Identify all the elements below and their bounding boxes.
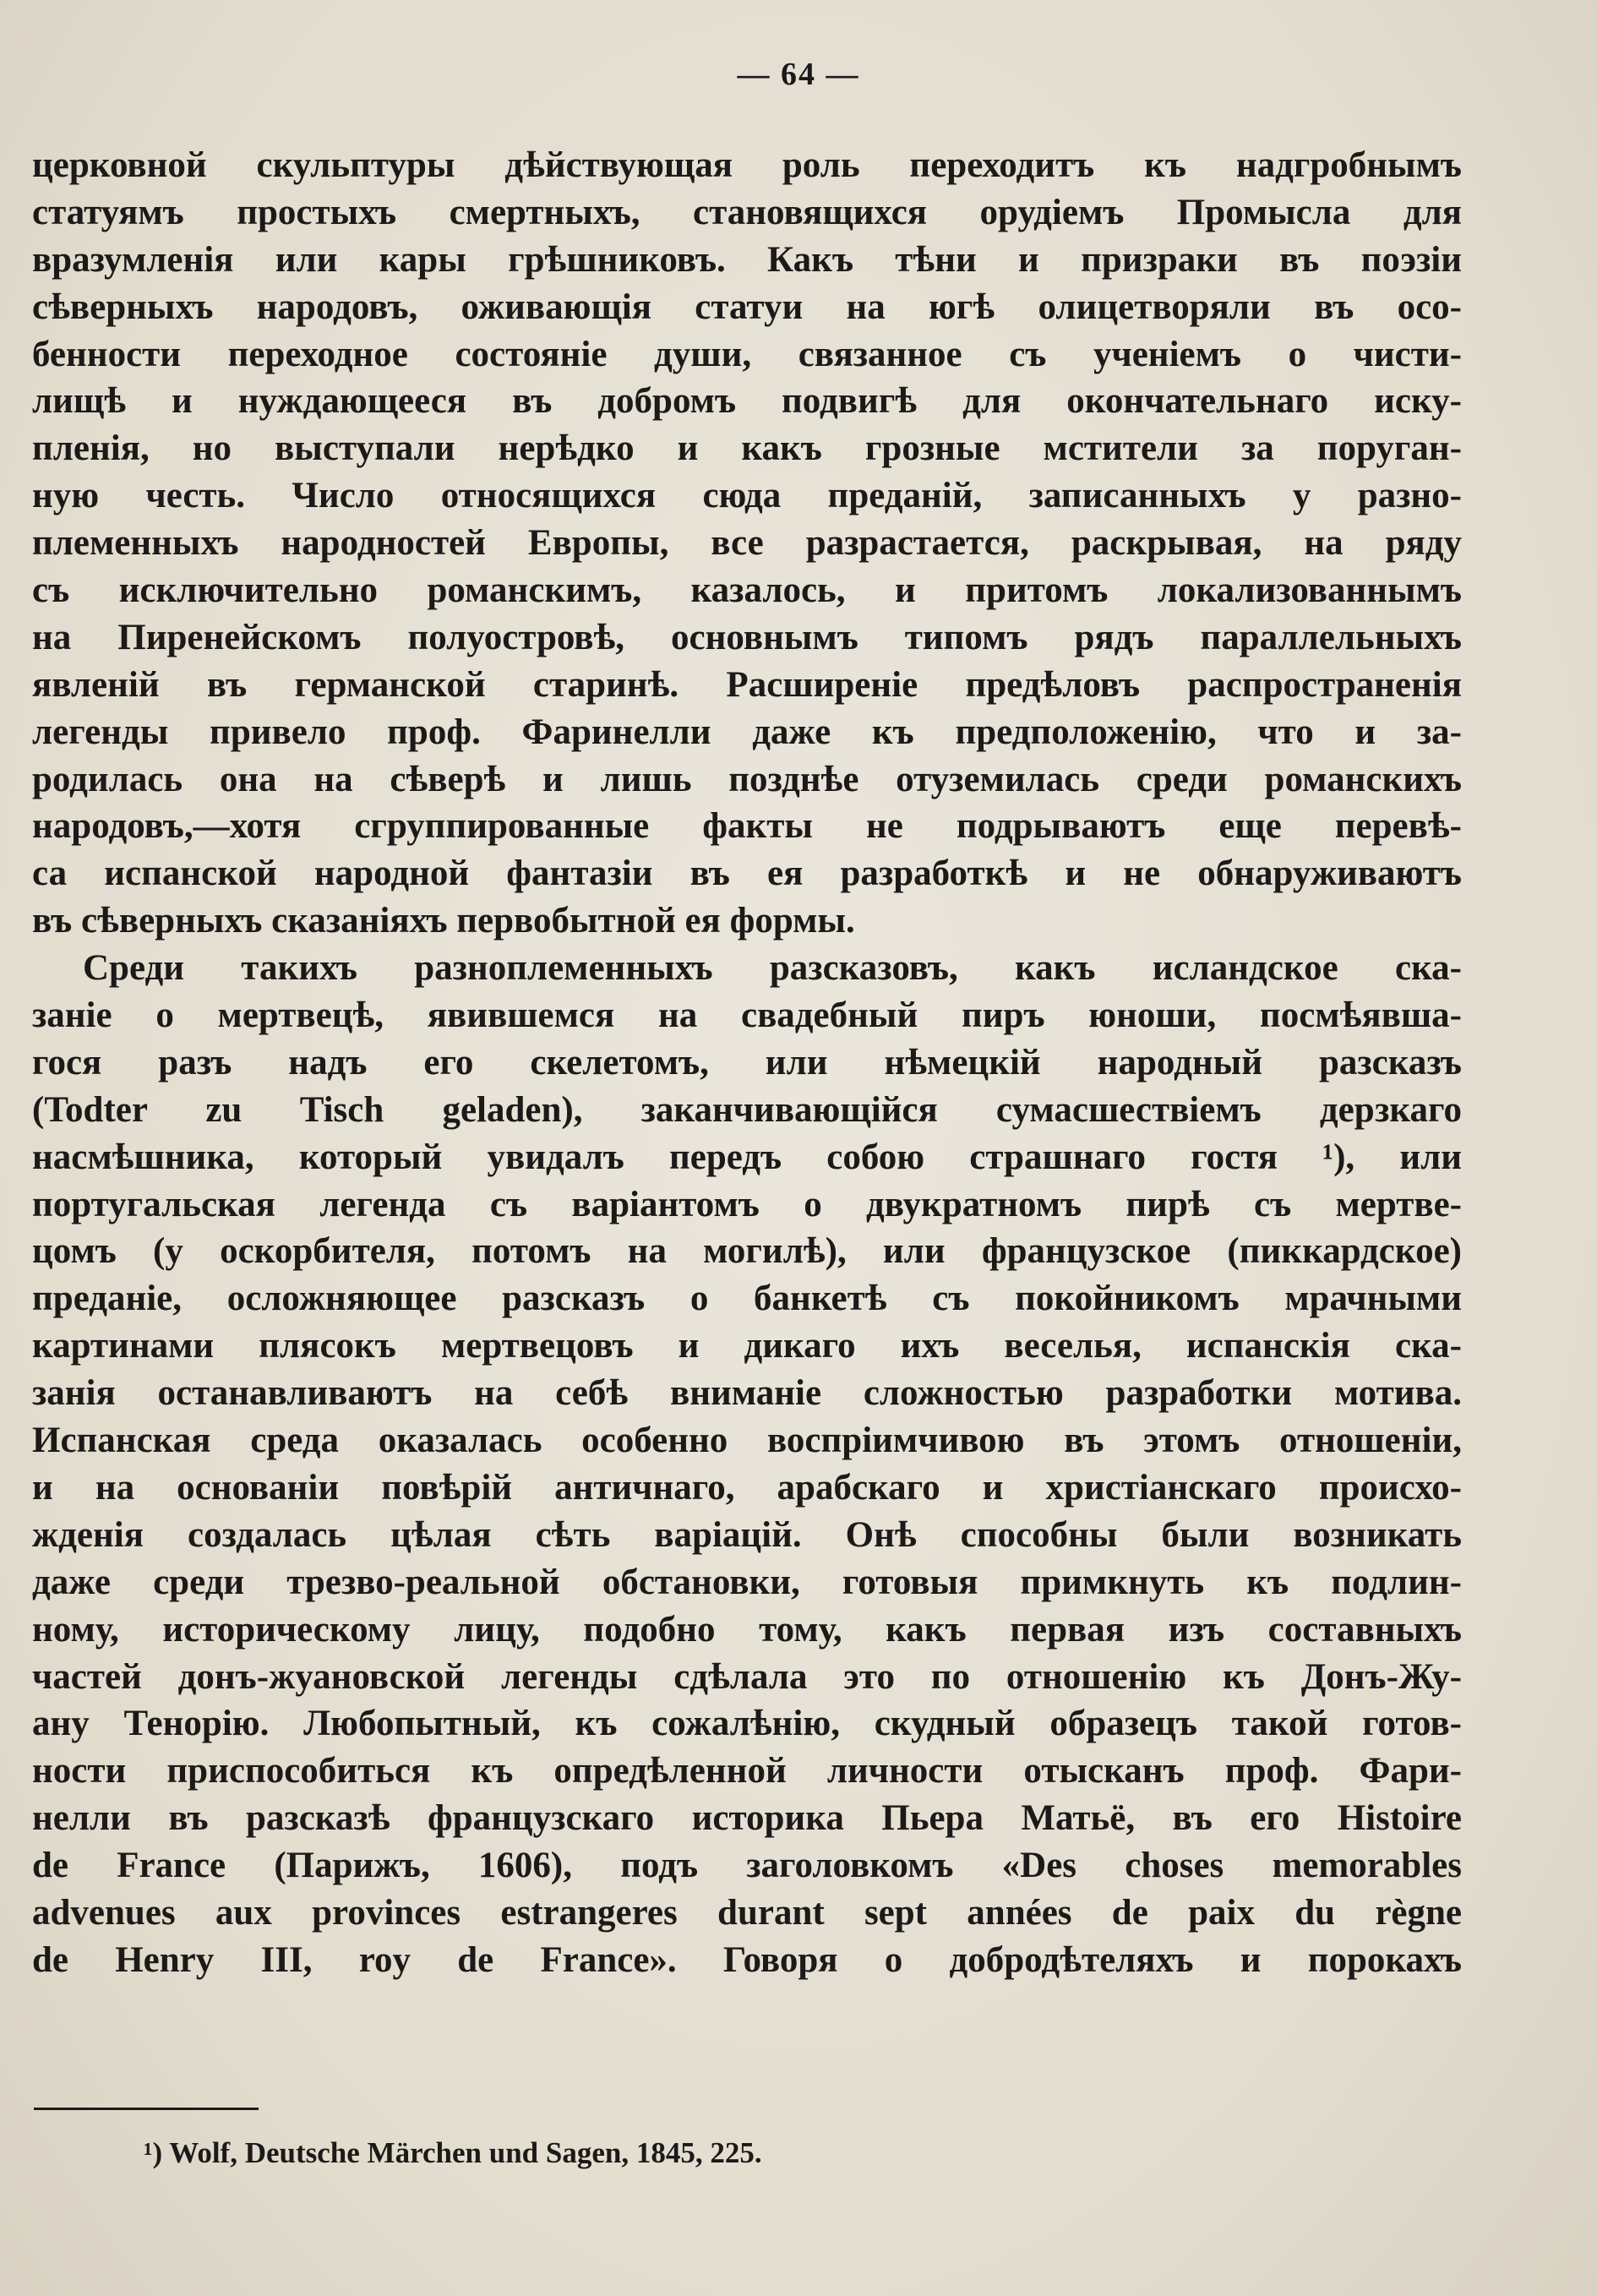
text-line: племенныхъ народностей Европы, все разрастается, раскрывая, на ряду: [32, 523, 1462, 564]
text-line: Среди такихъ разноплеменныхъ разсказовъ, какъ исландское ска-: [83, 948, 1462, 989]
text-line: насмѣшника, который увидалъ передъ собою страшнаго гостя ¹), или: [32, 1137, 1462, 1177]
text-line: явленій въ германской старинѣ. Расширеніе предѣловъ распространенія: [32, 664, 1462, 705]
text-line: ную честь. Число относящихся сюда преданій, записанныхъ у разно-: [32, 476, 1462, 516]
text-line: и на основаніи повѣрій античнаго, арабскаго и христіанскаго происхо-: [32, 1467, 1462, 1508]
text-line: заніе о мертвецѣ, явившемся на свадебный пиръ юноши, посмѣявша-: [32, 995, 1462, 1036]
text-line: родилась она на сѣверѣ и лишь позднѣе отуземилась среди романскихъ: [32, 759, 1462, 799]
footnote-divider: [34, 2108, 259, 2110]
text-line: даже среди трезво-реальной обстановки, готовыя примкнуть къ подлин-: [32, 1562, 1462, 1602]
text-line: въ сѣверныхъ сказаніяхъ первобытной ея формы.: [32, 901, 855, 941]
text-line: ану Тенорію. Любопытный, къ сожалѣнію, скудный образецъ такой готов-: [32, 1704, 1462, 1744]
text-line: съ исключительно романскимъ, казалось, и притомъ локализованнымъ: [32, 570, 1462, 611]
body-text: [32, 142, 1462, 1984]
text-line: статуямъ простыхъ смертныхъ, становящихся орудіемъ Промысла для: [32, 192, 1462, 232]
text-line: нелли въ разсказѣ французскаго историка Пьера Матьё, въ его Histoire: [32, 1798, 1462, 1839]
text-line: преданіе, осложняющее разсказъ о банкетѣ съ покойникомъ мрачными: [32, 1279, 1462, 1319]
text-line: частей донъ-жуановской легенды сдѣлала это по отношенію къ Донъ-Жу-: [32, 1656, 1462, 1697]
text-line: народовъ,—хотя сгруппированные факты не подрываютъ еще перевѣ-: [32, 806, 1462, 847]
text-line: вразумленія или кары грѣшниковъ. Какъ тѣни и призраки въ поэзіи: [32, 239, 1462, 280]
text-line: цомъ (у оскорбителя, потомъ на могилѣ), или французское (пиккардское): [32, 1231, 1462, 1272]
text-line: легенды привело проф. Фаринелли даже къ предположенію, что и за-: [32, 712, 1462, 752]
text-line: сѣверныхъ народовъ, оживающія статуи на югѣ олицетворяли въ осо-: [32, 286, 1462, 327]
text-line: жденія создалась цѣлая сѣть варіацій. Онѣ способны были возникать: [32, 1514, 1462, 1555]
text-line: на Пиренейскомъ полуостровѣ, основнымъ типомъ рядъ параллельныхъ: [32, 617, 1462, 657]
text-line: ности приспособиться къ опредѣленной личности отысканъ проф. Фари-: [32, 1751, 1462, 1792]
text-line: Испанская среда оказалась особенно воспріимчивою въ этомъ отношеніи,: [32, 1421, 1462, 1461]
text-line: гося разъ надъ его скелетомъ, или нѣмецкій народный разсказъ: [32, 1042, 1462, 1083]
text-line: ному, историческому лицу, подобно тому, какъ первая изъ составныхъ: [32, 1609, 1462, 1650]
text-line: пленія, но выступали нерѣдко и какъ грозные мстители за поруган-: [32, 428, 1462, 469]
text-line: са испанской народной фантазіи въ ея разработкѣ и не обнаруживаютъ: [32, 854, 1462, 894]
text-line: (Todter zu Tisch geladen), заканчивающійся сумасшествіемъ дерзкаго: [32, 1089, 1462, 1130]
text-line: занія останавливаютъ на себѣ вниманіе сложностью разработки мотива.: [32, 1373, 1462, 1414]
footnote: ¹) Wolf, Deutsche Märchen und Sagen, 1845, 225.: [144, 2136, 762, 2169]
text-line: церковной скульптуры дѣйствующая роль переходитъ къ надгробнымъ: [32, 145, 1462, 185]
text-line: de France (Парижъ, 1606), подъ заголовкомъ «Des choses memorables: [32, 1846, 1462, 1886]
text-line: картинами плясокъ мертвецовъ и дикаго ихъ веселья, испанскія ска-: [32, 1326, 1462, 1366]
page-number: — 64 —: [737, 57, 860, 92]
text-line: de Henry III, roy de France». Говоря о добродѣтеляхъ и порокахъ: [32, 1939, 1462, 1980]
text-line: advenues aux provinces estrangeres durant sept années de paix du règne: [32, 1892, 1462, 1933]
text-line: бенности переходное состояніе души, связанное съ ученіемъ о чисти-: [32, 334, 1462, 374]
text-line: лищѣ и нуждающееся въ добромъ подвигѣ для окончательнаго иску-: [32, 381, 1462, 422]
text-line: португальская легенда съ варіантомъ о двукратномъ пирѣ съ мертве-: [32, 1184, 1462, 1224]
